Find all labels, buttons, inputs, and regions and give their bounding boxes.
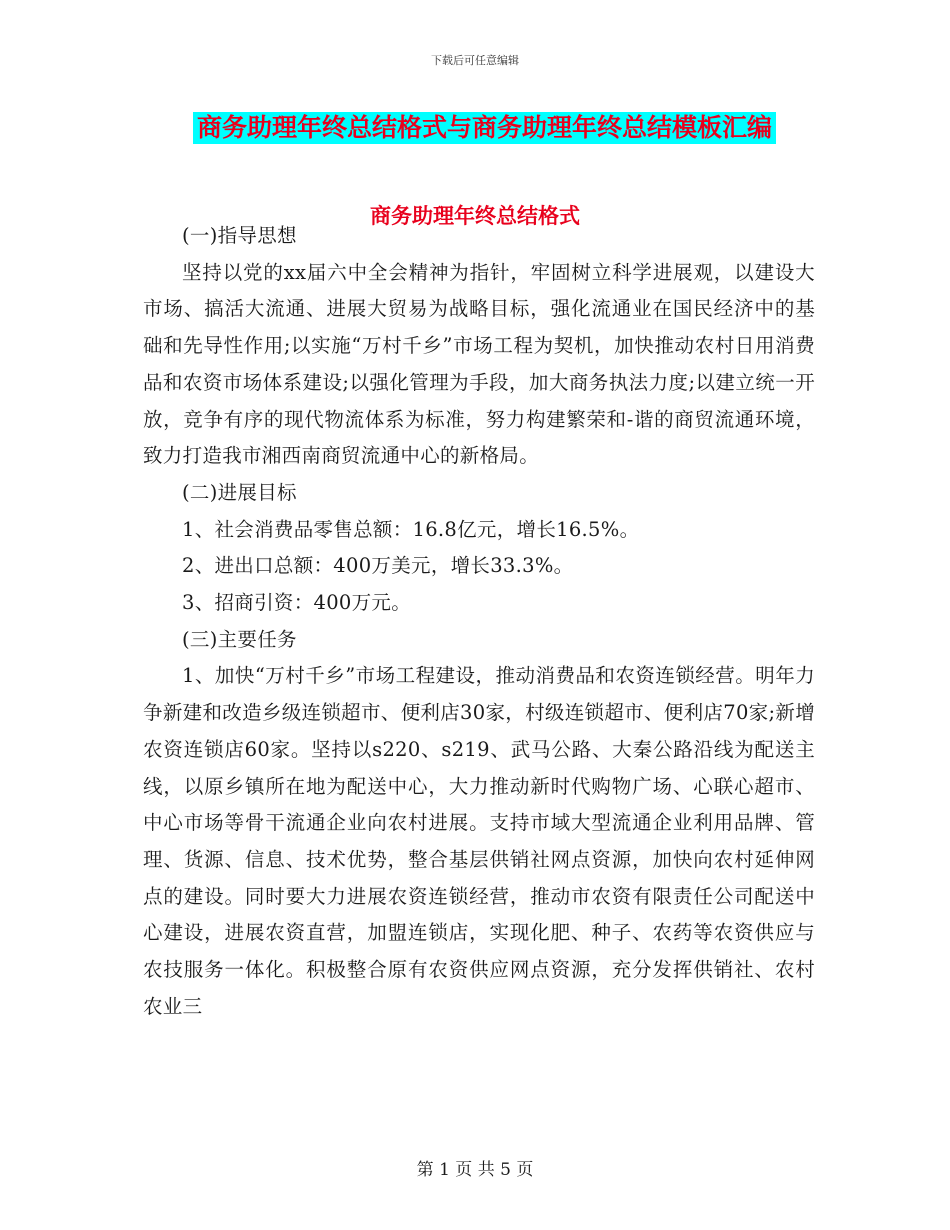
heading-development-goals: (二)进展目标 [182, 480, 297, 504]
document-body [143, 218, 815, 1025]
page-number-footer: 第 1 页 共 5 页 [416, 1160, 534, 1180]
section-title: 商务助理年终总结格式 [370, 204, 580, 228]
heading-main-tasks: (三)主要任务 [182, 627, 297, 651]
goal-item-retail: 1、社会消费品零售总额：16.8亿元，增长16.5%。 [182, 517, 640, 541]
heading-guiding-thought: (一)指导思想 [182, 224, 297, 247]
document-main-title: 商务助理年终总结格式与商务助理年终总结模板汇编 [193, 112, 776, 144]
paragraph-guiding-thought: 坚持以党的xx届六中全会精神为指针，牢固树立科学进展观，以建设大市场、搞活大流通、进展大贸易为战略目标，强化流通业在国民经济中的基础和先导性作用;以实施“万村千乡”市场工程为契机，加快推动农村日用消费品和农资市场体系建设;以强化管理为手段，加大商务执法力度;以建立统一开放，竞争有序的现代物流体系为标准，努力构建繁荣和-谐的商贸流通环境，致力打造我市湘西南商贸流通中心的新格局。 [143, 260, 815, 468]
goal-item-trade: 2、进出口总额：400万美元，增长33.3%。 [182, 554, 574, 578]
page-header-note: 下载后可任意编辑 [431, 54, 519, 67]
goal-item-investment: 3、招商引资：400万元。 [182, 591, 412, 615]
paragraph-task-1: 1、加快“万村千乡”市场工程建设，推动消费品和农资连锁经营。明年力争新建和改造乡级连锁超市、便利店30家，村级连锁超市、便利店70家;新增农资连锁店60家。坚持以s220、s219、武马公路、大秦公路沿线为配送主线，以原乡镇所在地为配送中心，大力推动新时代购物广场、心联心超市、中心市场等骨干流通企业向农村进展。支持市域大型流通企业利用品牌、管理、货源、信息、技术优势，整合基层供销社网点资源，加快向农村延伸网点的建设。同时要大力进展农资连锁经营，推动市农资有限责任公司配送中心建设，进展农资直营，加盟连锁店，实现化肥、种子、农药等农资供应与农技服务一体化。积极整合原有农资供应网点资源，充分发挥供销社、农村农业三 [143, 664, 815, 1018]
